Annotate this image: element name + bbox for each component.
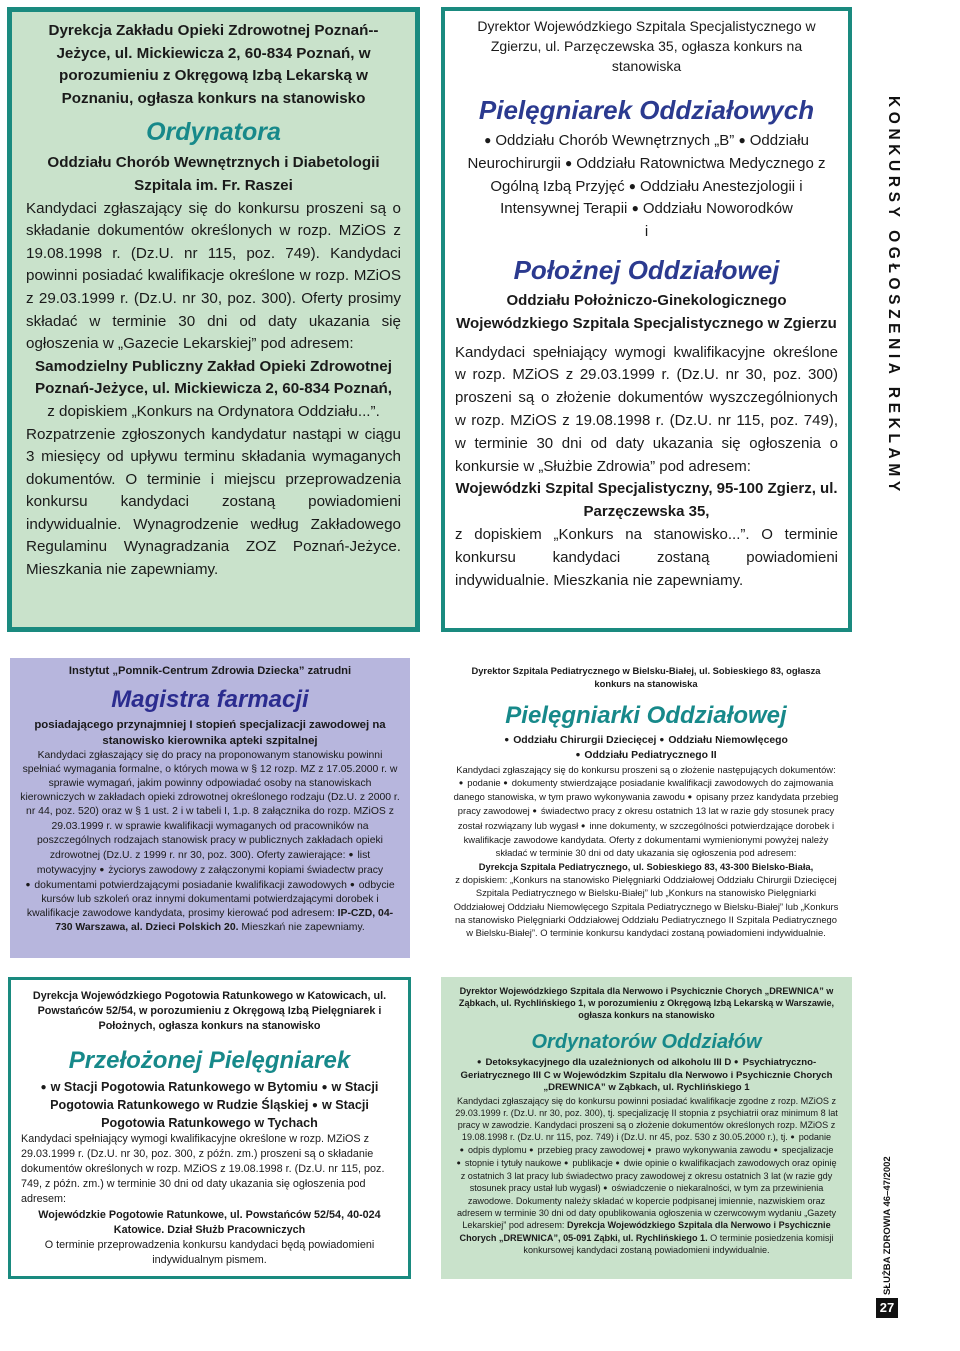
- ad-intro: Dyrekcja Wojewódzkiego Pogotowia Ratunkowego w Katowicach, ul. Powstańców 52/54, w porozumieniu z Okręgową Izbą Pielęgniarek i Położnych, ogłasza konkurs na stanowisko: [32, 990, 387, 1033]
- list-item: ● dwie opinie o kwalifikacjach zawodowych oraz opinię z ostatnich 3 lat pracy lub świadectwo pracy zawodowej z okresu ostatnich 3 lat (w razie gdy stosunek pracy ustał lub wygasł): [461, 1158, 837, 1193]
- list-item: ● Oddziału Niemowlęcego: [659, 735, 788, 746]
- ad-title: Ordynatora: [146, 118, 281, 147]
- ad-title: Magistra farmacji: [111, 686, 309, 714]
- ad-address: Wojewódzkie Pogotowie Ratunkowe, ul. Powstańców 52/54, 40-024 Katowice. Dział Służb Pracowniczych: [38, 1208, 381, 1236]
- list-item: ● Psychiatryczno-Geriatrycznego III C w Wojewódzkim Szpitalu dla Nerwowo i Psychicznie Chorych „DREWNICA” w Ząbkach, ul. Rychlińskiego 1: [461, 1057, 833, 1093]
- list-item: ● Oddziału Noworodków: [632, 200, 793, 217]
- list-item: ● Oddziału Ratownictwa Medycznego z Ogólną Izbą Przyjęć: [490, 155, 825, 195]
- list-item: ● list motywacyjny: [37, 850, 370, 876]
- list-item: ● Oddziału Pediatrycznego II: [575, 750, 716, 761]
- ad-closing: z dopiskiem „Konkurs na stanowisko...”. O terminie konkursu kandydaci zostaną powiadomieni indywidualnie. Mieszkania nie zapewniamy.: [455, 525, 838, 589]
- ad-department: Oddziału Chorób Wewnętrznych i Diabetologii Szpitala im. Fr. Raszei: [47, 154, 380, 194]
- ad-pielegniarki-zgierz: [441, 7, 852, 632]
- ad-body: Kandydaci spełniający wymogi kwalifikacyjne określone w rozp. MZiOS z 29.03.1999 r. (Dz.U. nr 30, poz. 300) proszeni są o złożenie dokumentów wyszczególnionych w rozp. MZiOS z 19.08.1998 r. (Dz.U. nr 115, poz. 749), w terminie 30 dni od daty ukazania się ogłoszenia o konkursie w „Służbie Zdrowia” pod adresem:: [455, 343, 838, 475]
- list-item: ● świadectwo pracy z okresu ostatnich 13 lat w razie gdy stosunek pracy został rozwiązany lub wygasł: [458, 805, 834, 830]
- ad-note: z dopiskiem „Konkurs na Ordynatora Oddziału...”.: [47, 402, 380, 420]
- ad-stations: [21, 1079, 398, 1132]
- ad-address: Dyrekcja Szpitala Pediatrycznego, ul. Sobieskiego 83, 43-300 Bielsko-Biała,: [478, 860, 814, 872]
- list-item: ● opisany przez kandydata przebieg pracy zawodowej: [458, 791, 839, 816]
- ad-body: [453, 1095, 840, 1256]
- list-item: ● dokumenty stwierdzające posiadanie kwalifikacji zawodowych do zajmowania danego stanowiska, w tym prawo wykonywania zawodu: [454, 777, 834, 802]
- ad-departments: [452, 733, 840, 763]
- ad-intro: Dyrektor Szpitala Pediatrycznego w Bielsku-Białej, ul. Sobieskiego 83, ogłasza konkurs na stanowiska: [471, 665, 821, 690]
- ad-title: Ordynatorów Oddziałów: [531, 1031, 762, 1054]
- ad-title: Przełożonej Pielęgniarek: [68, 1046, 351, 1074]
- ad-body: [20, 749, 400, 935]
- ad-title: Pielęgniarek Oddziałowych: [478, 95, 815, 125]
- list-item: ● Oddziału Anestezjologii i Intensywnej Terapii: [500, 178, 803, 218]
- list-item: ● podanie: [459, 777, 501, 788]
- ad-body-text: Kandydaci zgłaszający się do pracy na proponowanym stanowisku powinni spełniać wymagania formalne, o których mowa w § 12 rozp. MZ z 17.05.2000 r. w sprawie wymagań, jakim powinny odpowiadać osoby na stanowiskach kierowniczych w zakładach opieki zdrowotnej określonego rodzaju (Dz.U. z 2000 r. nr 44, poz. 520) oraz w § 1 ust. 2 i w tabeli I, 1.p. 8 załącznika do rozp. MZiOS z 29.03.1999 r. w sprawie kwalifikacji wymaganych od pracowników na poszczególnych rodzajach stanowisk pracy w publicznych zakładach opieki zdrowotnej (Dz.U. z 1999 r. nr 30, poz. 300). Oferty zawierające:: [20, 750, 400, 861]
- list-item: ● Oddziału Chirurgii Dziecięcej: [504, 735, 656, 746]
- ad-title: Pielęgniarki Oddziałowej: [505, 701, 787, 729]
- ad-address: Wojewódzki Szpital Specjalistyczny, 95-100 Zgierz, ul. Parzęczewska 35,: [455, 480, 838, 521]
- list-item: ● oświadczenie o niekaralności, w tym za przewinienia zawodowe.: [468, 1183, 824, 1206]
- list-item: ● specjalizacje: [773, 1145, 833, 1155]
- list-item: ● życiorys zawodowy z załączonymi kopiami świadectw pracy: [99, 865, 383, 876]
- ad-subtitle: posiadającego przynajmniej I stopień specjalizacji zawodowej na stanowisko kierownika apteki szpitalnej: [34, 719, 386, 747]
- list-item: ● inne dokumenty, w szczególności potwierdzające dorobek i kwalifikacje zawodowe kandydata.: [464, 820, 835, 845]
- ad-body-text: Kandydaci zgłaszający się do konkursu powinni posiadać kwalifikacje zgodne z rozp. MZiOS z 29.03.1999 r. (Dz.U. nr 30, poz. 300), tj. specjalizację II stopnia z psychiatrii oraz minimum 8 lat pracy w zawodzie. Kandydaci proszeni są o złożenie dokumentów określonych rozp. MZiOS z 19.08.1998 r. (Dz.U. nr 115, poz. 749) i (Dz.U. nr 45, poz. 530 z 30.05.2000 r.), tj.: [455, 1095, 838, 1142]
- ad-ordynator-poznan: [7, 7, 420, 632]
- ad-departments: [453, 1057, 840, 1094]
- ad-conjunction: i: [644, 223, 649, 241]
- ad-body: Kandydaci zgłaszający się do konkursu proszeni są o składanie dokumentów określonych w rozp. MZiOS z 19.08.1998 r. (Dz.U. nr 115, poz. 749). Kandydaci powinni posiadać kwalifikacje określone w rozp. MZiOS z 29.03.1999 r. (Dz.U. nr 30, poz. 300). Oferty prosimy składać w terminie 30 dni od daty ukazania się ogłoszenia w „Gazecie Lekarskiej” pod adresem:: [26, 199, 401, 353]
- list-item: ● przebieg pracy zawodowej: [529, 1145, 645, 1155]
- ad-ordynatorzy-drewnica: [441, 977, 852, 1279]
- list-item: ● w Stacji Pogotowia Ratunkowego w Tychach: [101, 1098, 369, 1130]
- ad-przelozona-katowice: [8, 977, 411, 1279]
- ad-pielegniarki-bielsko: [440, 658, 852, 958]
- section-label: KONKURSY OGŁOSZENIA REKLAMY: [885, 96, 902, 496]
- ad-address: IP-CZD, 04-730 Warszawa, al. Dzieci Polskich 20.: [55, 908, 394, 934]
- ad-body-text: Dokumenty należy składać w kopercie podpisanej imiennie, nazwiskiem oraz adresem w terminie 30 dni od daty opublikowania ogłoszenia w czerwcowym wydaniu „Gazety Lekarskiej” pod adresem:: [456, 1196, 837, 1231]
- ad-intro: Dyrekcja Zakładu Opieki Zdrowotnej Poznań--Jeżyce, ul. Mickiewicza 2, 60-834 Poznań, w porozumieniu z Okręgową Izbą Lekarską w Poznaniu, ogłasza konkurs na stanowisko: [48, 22, 379, 107]
- ad-departments: [455, 130, 838, 221]
- ad-address: Dyrekcja Wojewódzkiego Szpitala dla Nerwowo i Psychicznie Chorych „DREWNICA”, 05-091 Ząbki, ul. Rychlińskiego 1.: [459, 1220, 831, 1243]
- ad-intro: Dyrektor Wojewódzkiego Szpitala dla Nerwowo i Psychicznie Chorych „DREWNICA” w Ząbkach, ul. Rychlińskiego 1, w porozumieniu z Okręgową Izbą Lekarską w Warszawie, ogłasza konkurs na stanowisko: [458, 986, 835, 1021]
- list-item: ● stopnie i tytuły naukowe: [456, 1158, 561, 1168]
- list-item: ● w Stacji Pogotowia Ratunkowego w Rudzie Śląskiej: [50, 1080, 378, 1112]
- ad-body-text: Oferty z dokumentami wymienionymi powyżej należy składać w terminie 30 dni od daty ukazania się ogłoszenia pod adresem:: [495, 834, 829, 859]
- ad-address: Samodzielny Publiczny Zakład Opieki Zdrowotnej Poznań-Jeżyce, ul. Mickiewicza 2, 60-834 Poznań,: [34, 357, 393, 398]
- list-item: ● podanie: [790, 1132, 831, 1142]
- ad-department: Oddziału Położniczo-Ginekologicznego Wojewódzkiego Szpitala Specjalistycznego w Zgierzu: [456, 291, 837, 332]
- list-item: ● prawo wykonywania zawodu: [647, 1145, 771, 1155]
- ad-magister-farmacji: [10, 658, 410, 958]
- list-item: ● odpis dyplomu: [460, 1145, 527, 1155]
- ad-closing: O terminie posiedzenia komisji konkursowej kandydaci zostaną powiadomieni indywidualnie.: [523, 1232, 834, 1255]
- ad-closing: z dopiskiem: „Konkurs na stanowisko Pielęgniarki Oddziałowej Oddziału Chirurgii Dziecięcej Szpitala Pediatrycznego w Bielsku-Białej” lub „Konkurs na stanowisko Pielęgniarki Oddziałowej Oddziału Niemowlęcego Szpitala Pediatrycznego w Bielsku-Białej” lub „Konkurs na stanowisko Pielęgniarki Oddziałowej Oddziału Pediatrycznego II Szpitala Pediatrycznego w Bielsku-Białej”. O terminie konkursu kandydaci zostaną powiadomieni indywidualnie.: [453, 873, 839, 939]
- list-item: ● dokumentami potwierdzającymi posiadanie kwalifikacji zawodowych: [25, 880, 346, 891]
- ad-closing: Mieszkań nie zapewniamy.: [241, 922, 365, 934]
- ad-closing: O terminie przeprowadzenia konkursu kandydaci będą powiadomieni indywidualnym pismem.: [44, 1239, 375, 1267]
- ad-body-text: Kandydaci zgłaszający się do konkursu proszeni są o złożenie następujących dokumentów:: [456, 763, 836, 775]
- ad-title-2: Położnej Oddziałowej: [513, 254, 780, 285]
- ad-body: Kandydaci spełniający wymogi kwalifikacyjne określone w rozp. MZiOS z 29.03.1999 r. (Dz.U. nr 30, poz. 300, z późn. zm.) proszeni są o składanie dokumentów określonych w rozp. MZiOS z 19.08.1998 r. (Dz.U. nr 115, poz. 749, z późn. zm.) w terminie 30 dni od daty ukazania się ogłoszenia pod adresem:: [21, 1132, 385, 1206]
- list-item: ● Oddziału Chorób Wewnętrznych „B”: [484, 132, 734, 149]
- list-item: ● Oddziału Neurochirurgii: [467, 132, 808, 172]
- list-item: ● publikacje: [564, 1158, 613, 1168]
- ad-intro: Instytut „Pomnik-Centrum Zdrowia Dziecka” zatrudni: [68, 665, 352, 677]
- ad-closing: Rozpatrzenie zgłoszonych kandydatur nastąpi w ciągu 3 miesięcy od upływu terminu składania wymaganych dokumentów. O terminie i miejscu przeprowadzenia konkursu kandydaci zostaną powiadomieni indywidualnie. Wynagrodzenie według Zakładowego Regulaminu Wynagradzania ZOZ Poznań-Jeżyce. Mieszkania nie zapewniamy.: [26, 425, 401, 579]
- list-item: ● Detoksykacyjnego dla uzależnionych od alkoholu III D: [477, 1057, 731, 1068]
- list-item: ● w Stacji Pogotowia Ratunkowego w Bytomiu: [41, 1080, 318, 1094]
- ad-body: [452, 763, 840, 860]
- journal-label: SŁUŻBA ZDROWIA 46–47/2002: [882, 1156, 893, 1295]
- page-number: 27: [876, 1298, 898, 1318]
- ad-intro: Dyrektor Wojewódzkiego Szpitala Specjalistycznego w Zgierzu, ul. Parzęczewska 35, ogłasza konkurs na stanowiska: [477, 18, 816, 74]
- list-item: ● odbycie kursów lub szkoleń oraz innymi dokumentami potwierdzającymi dorobek i kwalifikacje zawodowe kandydata, prosimy kierować pod adresem:: [27, 880, 395, 919]
